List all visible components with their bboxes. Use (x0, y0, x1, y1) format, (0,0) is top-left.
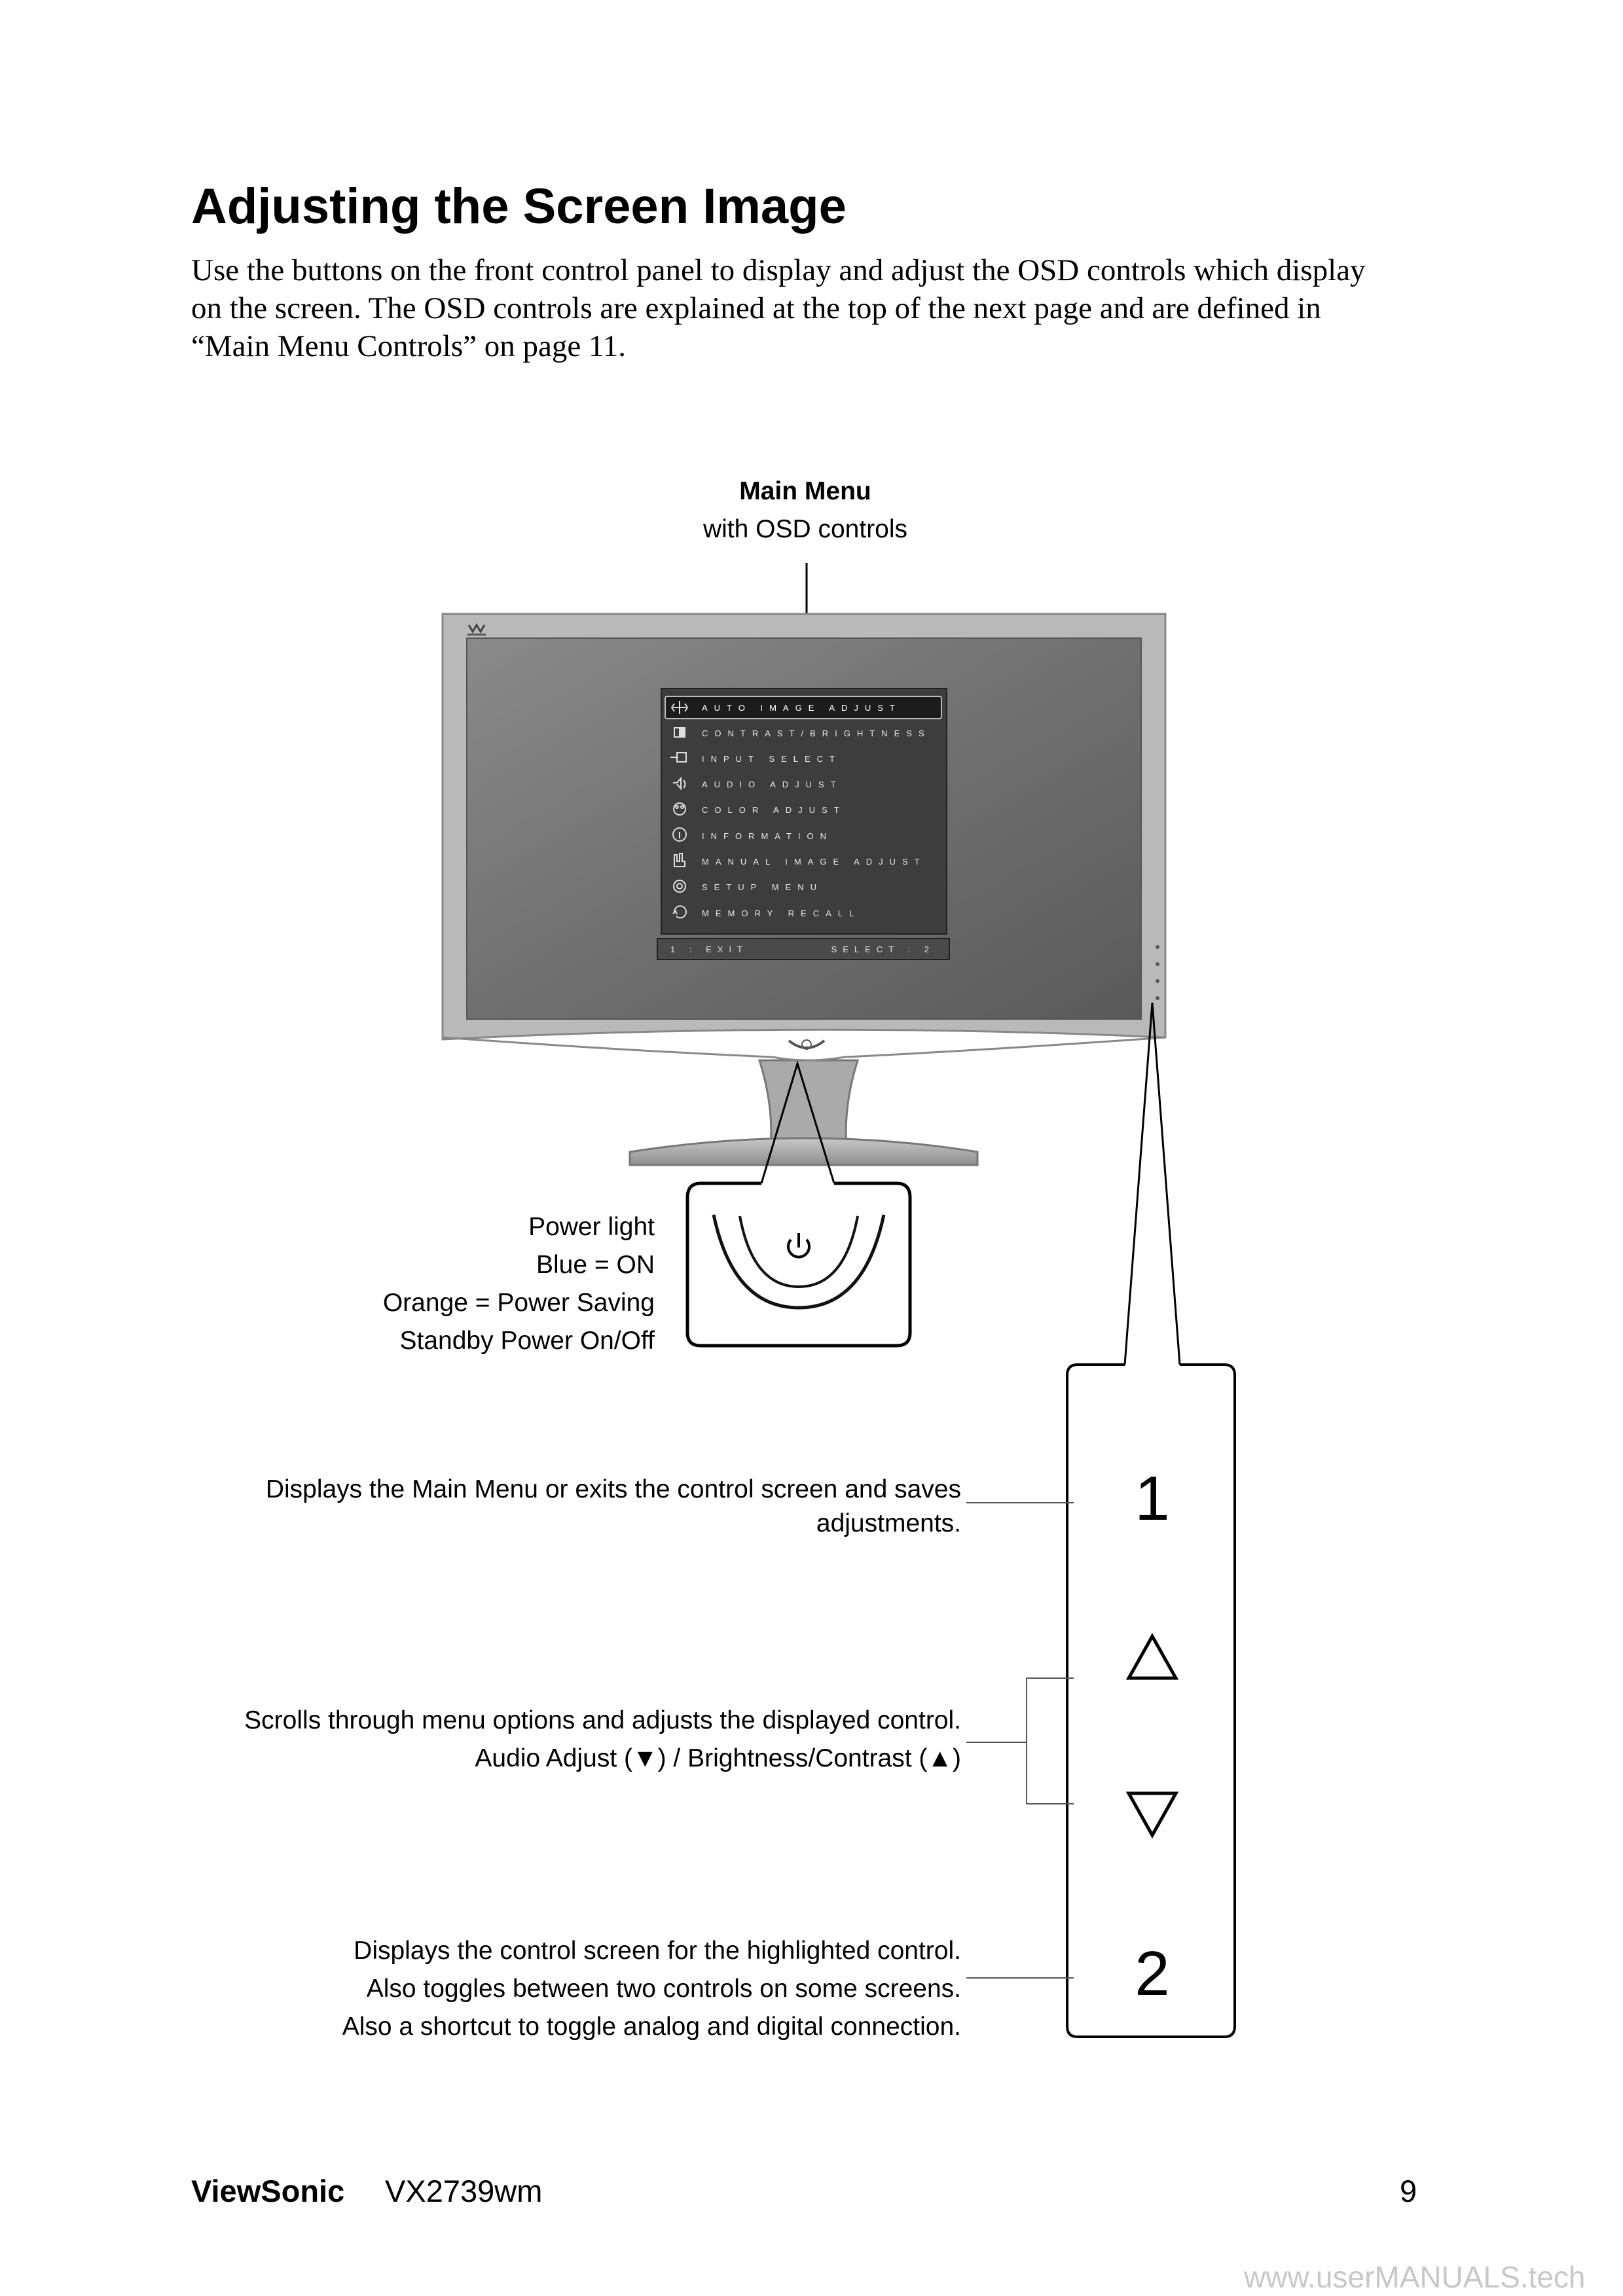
power-callout-line: Blue = ON (536, 1251, 655, 1279)
osd-item-contrast-brightness: CONTRAST/BRIGHTNESS (702, 728, 931, 738)
intro-line: on the screen. The OSD controls are explained at the top of the next page and are defined in (191, 291, 1321, 325)
description-line: Audio Adjust (▼) / Brightness/Contrast (▲) (475, 1744, 961, 1772)
osd-item-memory-recall: MEMORY RECALL (702, 908, 861, 918)
intro-line: Use the buttons on the front control panel to display and adjust the OSD controls which display (191, 253, 1366, 287)
description-line: adjustments. (816, 1509, 961, 1537)
power-light-callout (262, 1208, 655, 1360)
page-number: 9 (1400, 2174, 1417, 2208)
osd-item-auto-image-adjust: AUTO IMAGE ADJUST (702, 703, 902, 713)
power-zoom-box (687, 1183, 910, 1346)
description-line: Displays the Main Menu or exits the control screen and saves (265, 1475, 961, 1503)
description-line: Displays the control screen for the highlighted control. (354, 1937, 961, 1965)
osd-footer-select: SELECT : 2 (831, 944, 935, 954)
description-line: Scrolls through menu options and adjusts the displayed control. (244, 1706, 961, 1734)
arrows-leader-bracket (966, 1678, 1074, 1804)
button-1-description (131, 1473, 961, 1541)
osd-item-color-adjust: COLOR ADJUST (702, 805, 846, 815)
osd-footer-exit: 1 : EXIT (670, 944, 748, 954)
osd-item-information: INFORMATION (702, 831, 833, 841)
main-menu-callout-title: Main Menu (739, 477, 871, 505)
description-line: Also a shortcut to toggle analog and digital connection. (342, 2013, 961, 2041)
power-callout-line: Standby Power On/Off (399, 1327, 655, 1355)
button-2-description (131, 1932, 961, 2046)
main-menu-callout-subtitle: with OSD controls (702, 515, 908, 543)
osd-item-input-select: INPUT SELECT (702, 754, 841, 764)
monitor-power-button (789, 1040, 824, 1049)
page-title: Adjusting the Screen Image (191, 179, 847, 234)
watermark: www.userMANUALS.tech (1244, 2260, 1586, 2294)
arrow-buttons-description (131, 1702, 961, 1778)
intro-line: “Main Menu Controls” on page 11. (191, 329, 626, 363)
button-1-label: 1 (1135, 1463, 1170, 1534)
button-2-label: 2 (1135, 1939, 1170, 2009)
footer-model: VX2739wm (385, 2174, 543, 2208)
footer-brand: ViewSonic (191, 2174, 345, 2208)
description-line: Also toggles between two controls on some screens. (366, 1975, 961, 2003)
osd-item-setup-menu: SETUP MENU (702, 882, 823, 892)
button-panel-pointer-lines (1125, 1003, 1180, 1365)
monitor-stand-base (630, 1138, 977, 1165)
osd-item-manual-image-adjust: MANUAL IMAGE ADJUST (702, 857, 926, 867)
power-callout-line: Power light (528, 1213, 655, 1241)
power-callout-line: Orange = Power Saving (382, 1289, 655, 1317)
osd-item-audio-adjust: AUDIO ADJUST (702, 780, 843, 789)
